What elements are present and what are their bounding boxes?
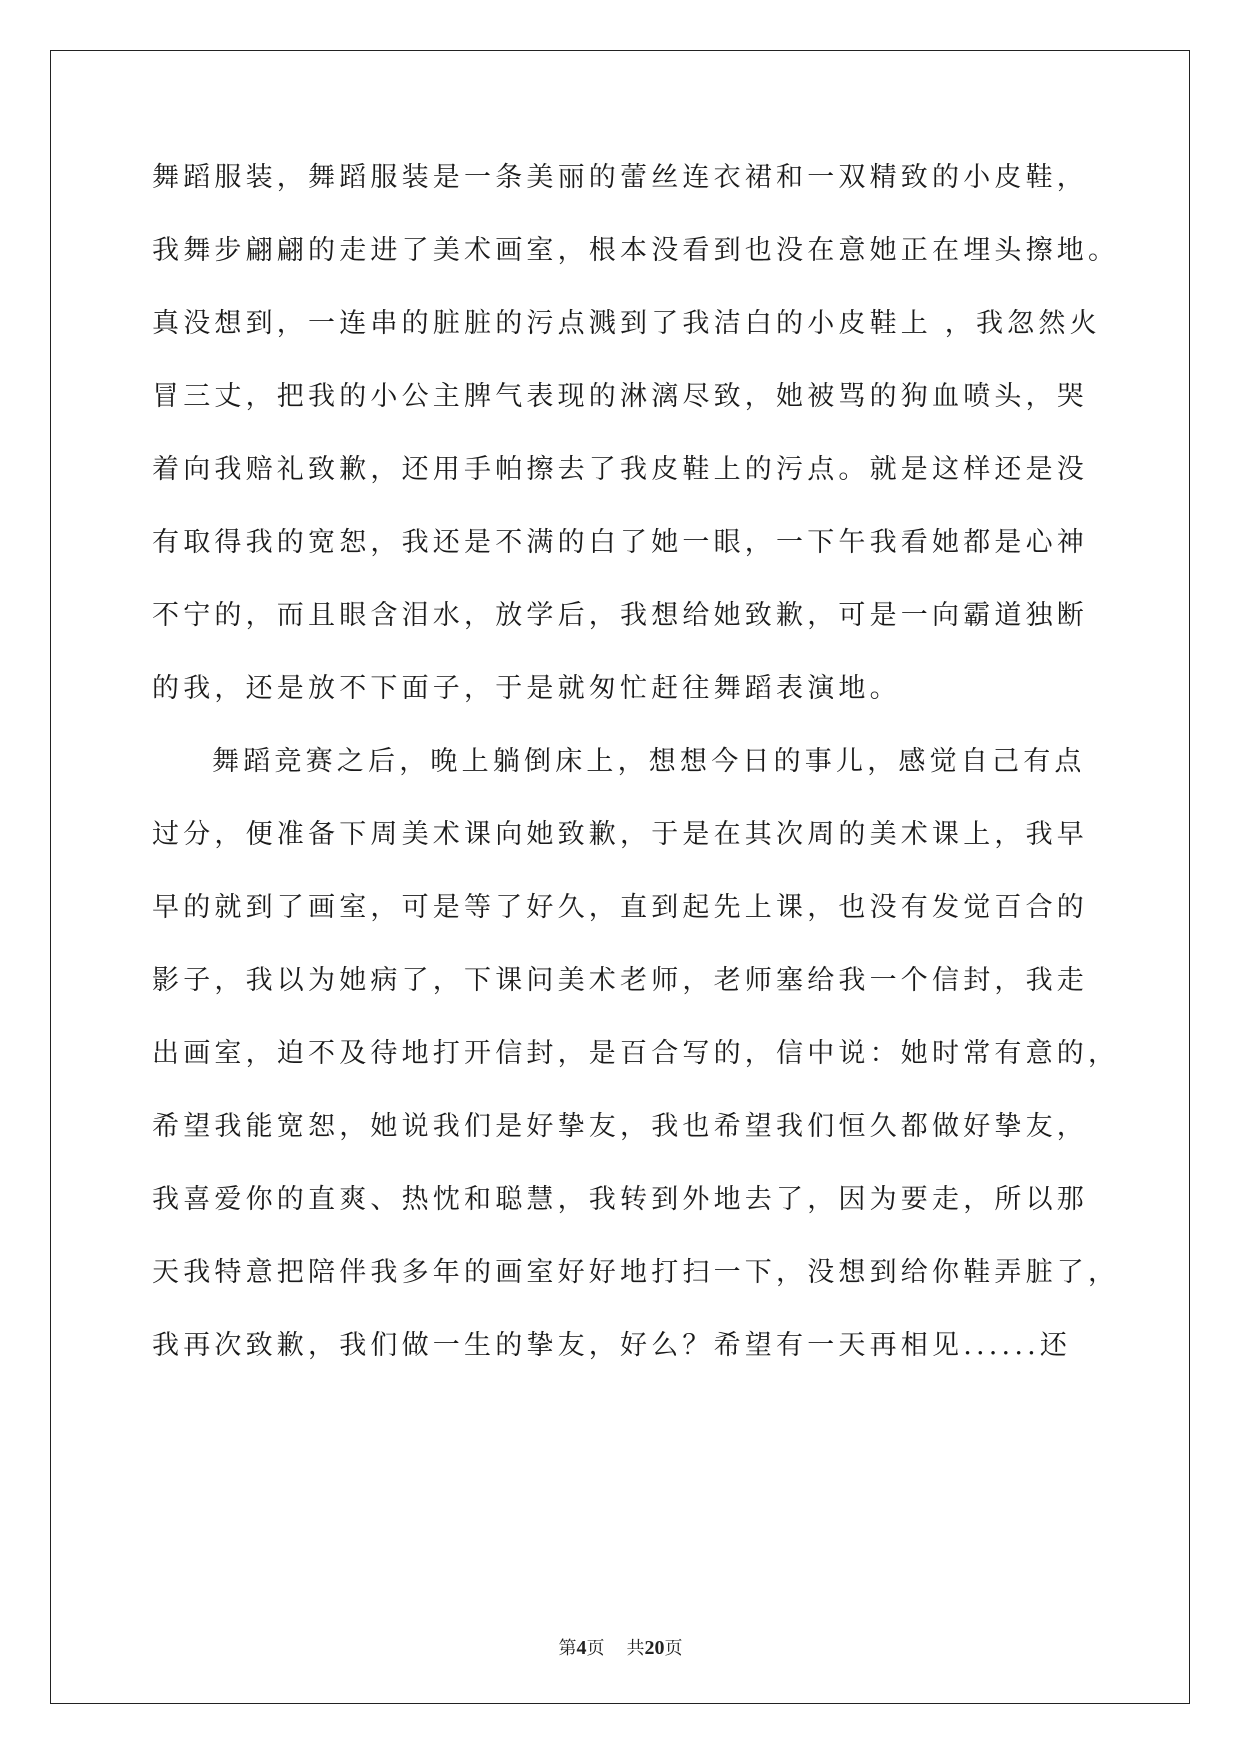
paragraph-first-line: 舞蹈竞赛之后，晚上躺倒床上，想想今日的事儿，感觉自己有点 <box>212 746 1086 777</box>
text-line: 希望我能宽恕，她说我们是好挚友，我也希望我们恒久都做好挚友， <box>152 1111 1088 1142</box>
text-line: 过分，便准备下周美术课向她致歉，于是在其次周的美术课上，我早 <box>152 819 1088 850</box>
text-line: 影子，我以为她病了，下课问美术老师，老师塞给我一个信封，我走 <box>152 965 1088 996</box>
total-pages: 20 <box>644 1637 665 1659</box>
text-line: 真没想到，一连串的脏脏的污点溅到了我洁白的小皮鞋上 ，我忽然火 <box>152 308 1101 339</box>
text-line: 着向我赔礼致歉，还用手帕擦去了我皮鞋上的污点。就是这样还是没 <box>152 454 1088 485</box>
text-line: 我喜爱你的直爽、热忱和聪慧，我转到外地去了，因为要走，所以那 <box>152 1184 1088 1215</box>
total-unit: 页 <box>664 1638 683 1659</box>
page-prefix: 第 <box>558 1638 577 1659</box>
page-border <box>50 50 1190 1704</box>
page-footer <box>0 1634 1241 1660</box>
page-number: 4 <box>576 1637 587 1659</box>
text-line: 有取得我的宽恕，我还是不满的白了她一眼，一下午我看她都是心神 <box>152 527 1088 558</box>
page-unit: 页 <box>586 1638 605 1659</box>
text-line: 我舞步翩翩的走进了美术画室，根本没看到也没在意她正在埋头擦地。 <box>152 235 1120 266</box>
text-line: 天我特意把陪伴我多年的画室好好地打扫一下，没想到给你鞋弄脏了， <box>152 1257 1120 1288</box>
text-line: 出画室，迫不及待地打开信封，是百合写的，信中说：她时常有意的， <box>152 1038 1120 1069</box>
text-line: 早的就到了画室，可是等了好久，直到起先上课，也没有发觉百合的 <box>152 892 1088 923</box>
text-line: 不宁的，而且眼含泪水，放学后，我想给她致歉，可是一向霸道独断 <box>152 600 1088 631</box>
text-line: 的我，还是放不下面子，于是就匆忙赶往舞蹈表演地。 <box>152 673 901 704</box>
text-line: 我再次致歉，我们做一生的挚友，好么？希望有一天再相见......还 <box>152 1330 1072 1361</box>
text-line: 舞蹈服装，舞蹈服装是一条美丽的蕾丝连衣裙和一双精致的小皮鞋， <box>152 162 1088 193</box>
text-line: 冒三丈，把我的小公主脾气表现的淋漓尽致，她被骂的狗血喷头，哭 <box>152 381 1088 412</box>
total-prefix: 共 <box>626 1638 645 1659</box>
